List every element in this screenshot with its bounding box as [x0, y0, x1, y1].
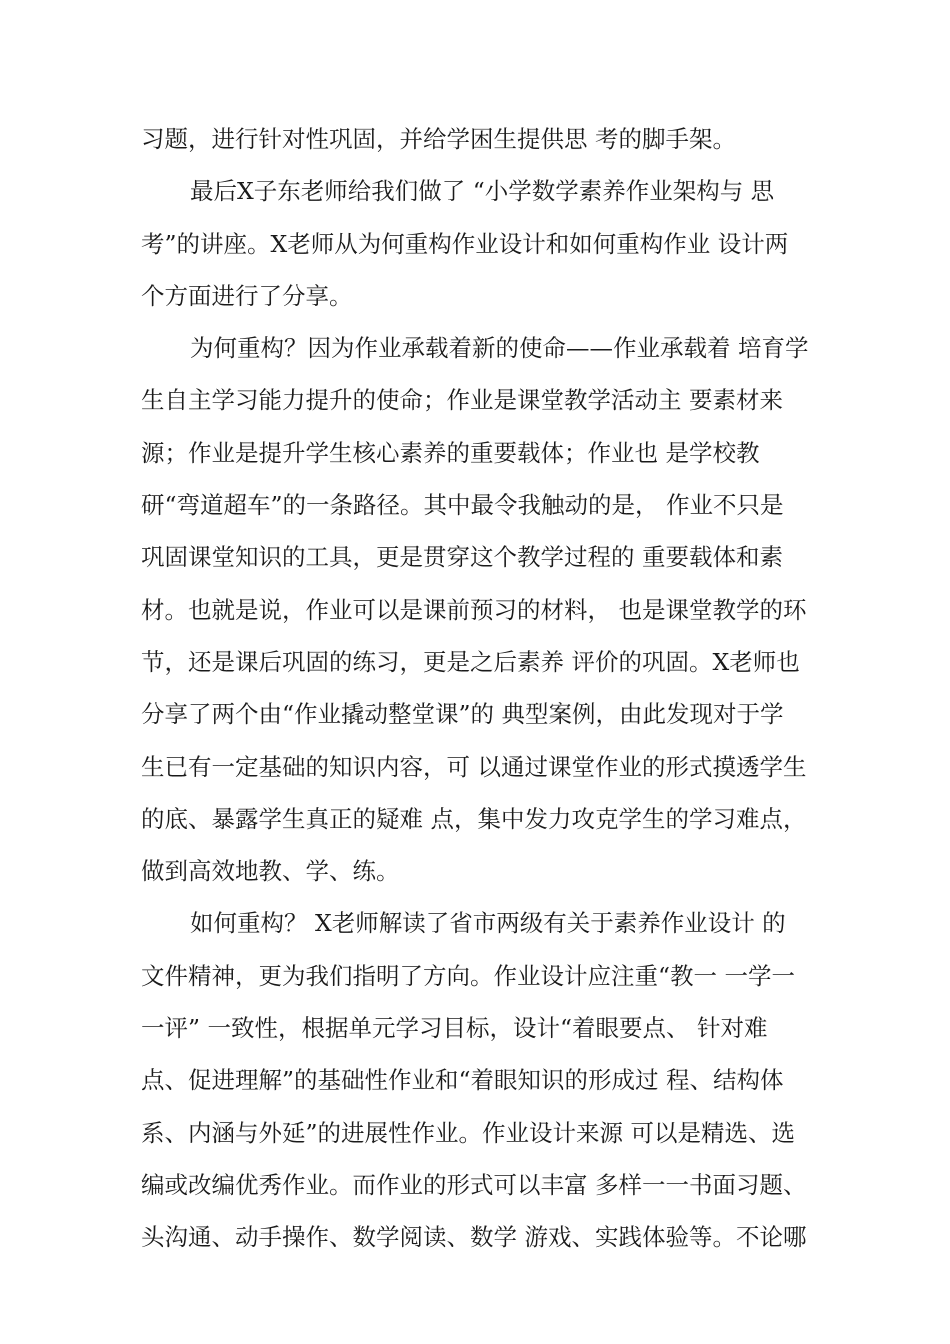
text-line-16: 如何重构？ X老师解读了省市两级有关于素养作业设计 的: [190, 909, 786, 938]
text-line-18: 一评” 一致性，根据单元学习目标，设计“着眼要点、 针对难: [141, 1014, 768, 1043]
text-line-1: 习题，进行针对性巩固，并给学困生提供思 考的脚手架。: [141, 125, 736, 153]
text-line-22: 头沟通、动手操作、数学阅读、数学 游戏、实践体验等。不论哪: [141, 1223, 807, 1252]
text-line-20: 系、内涵与外延”的进展性作业。作业设计来源 可以是精选、选: [141, 1118, 795, 1147]
text-line-19: 点、促进理解”的基础性作业和“着眼知识的形成过 程、结构体: [141, 1066, 784, 1095]
text-line-13: 生已有一定基础的知识内容，可 以通过课堂作业的形式摸透学生: [141, 752, 807, 781]
text-line-15: 做到高效地教、学、练。: [141, 857, 400, 886]
text-line-4: 个方面进行了分享。: [141, 281, 353, 310]
text-line-21: 编或改编优秀作业。而作业的形式可以丰富 多样一一书面习题、: [141, 1170, 807, 1199]
text-line-10: 材。也就是说，作业可以是课前预习的材料， 也是课堂教学的环: [141, 595, 807, 624]
text-line-5: 为何重构？因为作业承载着新的使命——作业承载着 培育学: [190, 334, 809, 363]
text-line-6: 生自主学习能力提升的使命；作业是课堂教学活动主 要素材来: [141, 386, 783, 415]
body-text: [141, 113, 831, 1264]
text-line-14: 的底、暴露学生真正的疑难 点，集中发力攻克学生的学习难点，: [141, 804, 807, 833]
text-line-9: 巩固课堂知识的工具，更是贯穿这个教学过程的 重要载体和素: [141, 543, 783, 572]
text-line-2: 最后X子东老师给我们做了 “小学数学素养作业架构与 思: [190, 177, 775, 206]
text-line-17: 文件精神，更为我们指明了方向。作业设计应注重“教一 一学一: [141, 961, 795, 990]
text-line-3: 考”的讲座。X老师从为何重构作业设计和如何重构作业 设计两: [141, 229, 789, 258]
text-line-11: 节，还是课后巩固的练习，更是之后素养 评价的巩固。X老师也: [141, 647, 800, 676]
text-line-8: 研“弯道超车”的一条路径。其中最令我触动的是， 作业不只是: [141, 491, 784, 520]
text-line-7: 源；作业是提升学生核心素养的重要载体；作业也 是学校教: [141, 438, 760, 467]
text-line-12: 分享了两个由“作业撬动整堂课”的 典型案例，由此发现对于学: [141, 700, 784, 729]
